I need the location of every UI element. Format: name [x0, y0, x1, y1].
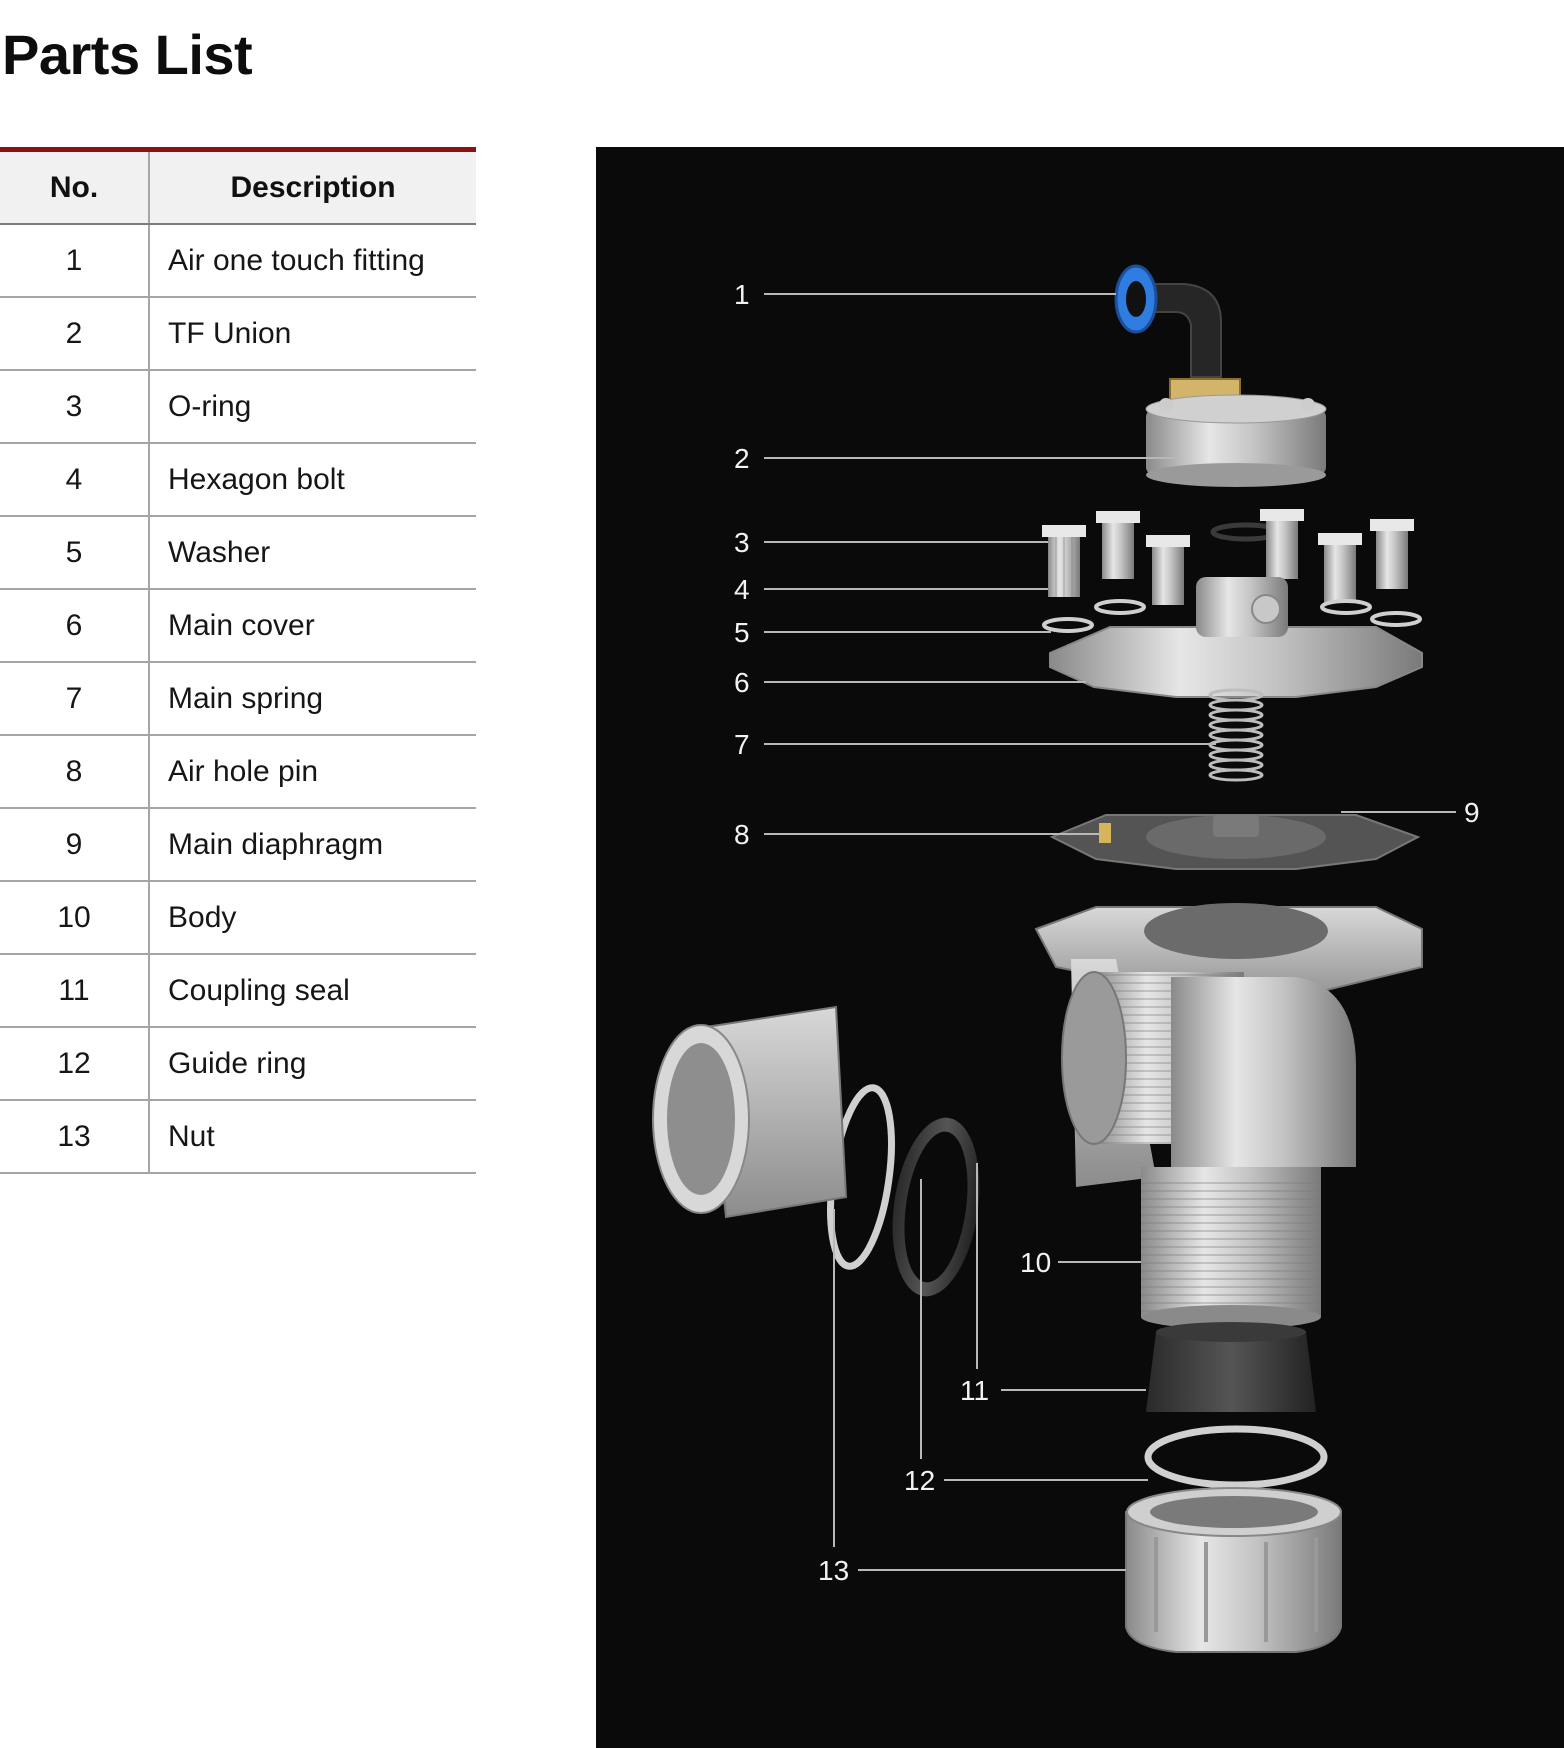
table-header-row: [0, 150, 476, 225]
part-description: Body: [149, 881, 476, 954]
callout-7: 7: [734, 729, 750, 760]
main-cover-part: [1050, 577, 1422, 697]
table-row: [0, 224, 476, 297]
parts-table: [0, 147, 476, 1174]
page-title: Parts List: [2, 23, 253, 86]
part-description: Main cover: [149, 589, 476, 662]
part-description: Air one touch fitting: [149, 224, 476, 297]
air-fitting-part: [1116, 266, 1240, 409]
part-number: 4: [0, 443, 149, 516]
part-number: 13: [0, 1100, 149, 1173]
part-number: 6: [0, 589, 149, 662]
part-number: 12: [0, 1027, 149, 1100]
callout-3: 3: [734, 527, 750, 558]
column-header-description: Description: [149, 150, 476, 225]
exploded-view-diagram: [596, 147, 1564, 1748]
callout-2: 2: [734, 443, 750, 474]
callout-4: 4: [734, 574, 750, 605]
table-row: [0, 297, 476, 370]
part-description: Guide ring: [149, 1027, 476, 1100]
part-description: TF Union: [149, 297, 476, 370]
part-number: 2: [0, 297, 149, 370]
callout-5: 5: [734, 617, 750, 648]
part-description: Hexagon bolt: [149, 443, 476, 516]
callout-12: 12: [904, 1465, 936, 1496]
part-number: 1: [0, 224, 149, 297]
callout-11: 11: [960, 1375, 990, 1406]
part-number: 9: [0, 808, 149, 881]
part-description: Coupling seal: [149, 954, 476, 1027]
table-row: [0, 954, 476, 1027]
part-description: O-ring: [149, 370, 476, 443]
column-header-no: No.: [0, 150, 149, 225]
table-row: [0, 662, 476, 735]
part-description: Washer: [149, 516, 476, 589]
callout-13: 13: [818, 1555, 850, 1586]
part-description: Nut: [149, 1100, 476, 1173]
exploded-view-svg: [596, 147, 1564, 1748]
part-number: 8: [0, 735, 149, 808]
table-row: [0, 589, 476, 662]
part-description: Air hole pin: [149, 735, 476, 808]
table-row: [0, 735, 476, 808]
part-number: 10: [0, 881, 149, 954]
table-row: [0, 516, 476, 589]
part-number: 11: [0, 954, 149, 1027]
part-description: Main spring: [149, 662, 476, 735]
table-row: [0, 1100, 476, 1173]
callout-6: 6: [734, 667, 750, 698]
part-description: Main diaphragm: [149, 808, 476, 881]
valve-body-part: [1036, 903, 1422, 1329]
part-number: 7: [0, 662, 149, 735]
callout-10: 10: [1020, 1247, 1052, 1278]
table-row: [0, 808, 476, 881]
part-number: 3: [0, 370, 149, 443]
callout-1: 1: [734, 279, 750, 310]
table-row: [0, 881, 476, 954]
callout-9: 9: [1464, 797, 1480, 828]
table-row: [0, 370, 476, 443]
table-row: [0, 443, 476, 516]
main-spring-part: [1210, 690, 1262, 780]
table-row: [0, 1027, 476, 1100]
tf-union-part: [1146, 395, 1326, 487]
callout-8: 8: [734, 819, 750, 850]
part-number: 5: [0, 516, 149, 589]
